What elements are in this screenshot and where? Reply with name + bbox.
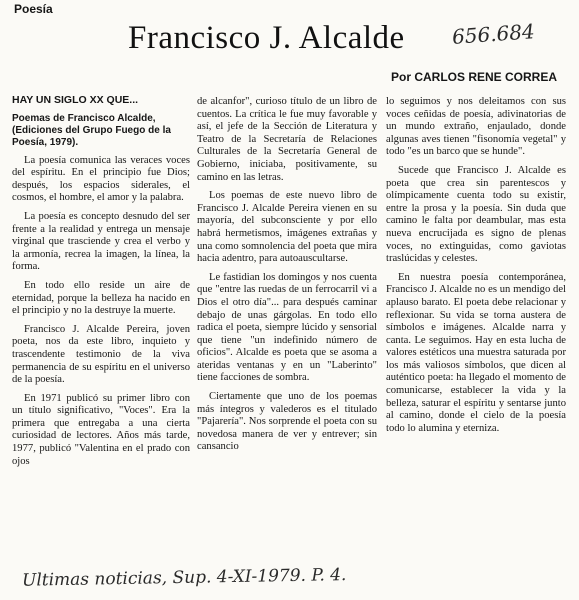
article-title: Francisco J. Alcalde	[128, 20, 405, 56]
paragraph: En todo ello reside un aire de eternidad, porque la belleza ha nacido en el principio y no la destruye la muerte.	[12, 279, 190, 317]
paragraph: En 1971 publicó su primer libro con un título significativo, "Voces". Era la primera que entregaba a una cierta curiosidad de lectores. Años más tarde, 1977, publicó "Valentina en el prado con ojos	[12, 392, 190, 467]
section-label: Poesía	[14, 2, 53, 16]
paragraph: La poesía es concepto desnudo del ser frente a la realidad y entrega un mensaje virginal que trasciende y crea el verbo y la armonía, recrea la imagen, la línea, la forma.	[12, 210, 190, 273]
paragraph: La poesía comunica las veraces voces del espíritu. En el principio fue Dios; después, los espacios siderales, el cosmos, el hombre, el amor y la palabra.	[12, 154, 190, 204]
paragraph: Ciertamente que uno de los poemas más íntegros y valederos es el titulado "Pajarería". Nos sorprende el poeta con su novedosa manera de ver y entrever; sin cansancio	[197, 391, 377, 453]
byline: Por CARLOS RENE CORREA	[390, 70, 557, 84]
column-1	[12, 94, 190, 564]
paragraph: lo seguimos y nos deleitamos con sus voces ceñidas de poesía, adivinatorias de un mundo extraño, enjaulado, donde algunas aves tienen "fisonomía vegetal" y todo "es un barco que se hunde".	[386, 96, 566, 158]
column-3	[386, 96, 566, 566]
paragraph: de alcanfor", curioso título de un libro de cuentos. La crítica le fue muy favorable y así, el jefe de la Sección de Literatura y Teatro de la Secretaría de Relaciones Culturales de la Secretaría General de Gobierno, iniciaba, positivamente, su camino en las letras.	[197, 96, 377, 183]
paragraph: En nuestra poesía contemporánea, Francisco J. Alcalde no es un mendigo del aplauso barato. El poeta debe relacionar y reflexionar. Su vida se torna austera de símbolos e imágenes. Alcalde narra y canta. Le seguimos. Hay en esta lucha de valores estéticos una muestra saturada por los más valiosos símbolos, que dicen al auténtico poeta: ha llegado el momento de comunicarse, establecer la vida y la belleza, saturar el espíritu y sentarse junto al camino, donde el cielo de la poesía todo lo alumina y eterniza.	[386, 271, 566, 434]
book-reference: Poemas de Francisco Alcalde, (Ediciones del Grupo Fuego de la Poesía, 1979).	[12, 112, 171, 148]
handwritten-source-note: Ultimas noticias, Sup. 4-XI-1979. P. 4.	[21, 565, 347, 591]
column-2	[197, 96, 377, 566]
paragraph: Le fastidian los domingos y nos cuenta que "entre las ruedas de un ferrocarril vi a Dios el otro día"... para después caminar debajo de unas gárgolas. En todo ello radica el poeta, siempre lúcido y sensorial que tiene "un indefinido número de oficios". Alcalde es poeta que se asoma a ateridas ventanas y en un "Laberinto" tiene facciones de sombra.	[197, 271, 377, 384]
paragraph: Los poemas de este nuevo libro de Francisco J. Alcalde Pereira vienen en su mayoría, del subconsciente y por ello habrá hermetismos, imágenes extrañas y una como somnolencia del poeta que mira hacia adentro, para autoauscultarse.	[197, 190, 377, 265]
paragraph: Sucede que Francisco J. Alcalde es poeta que crea sin parentescos y olímpicamente cuenta todo su existir, entre la prosa y la poesía. Sin duda que camino le falta por deambular, mas esta nueva encrucijada es signo de plenas voces, no extinguidas, como gaviotas traslúcidas y celestes.	[386, 164, 566, 265]
handwritten-reference-number: 656.684	[451, 19, 536, 49]
paragraph: Francisco J. Alcalde Pereira, joven poeta, nos da este libro, inquieto y trascendente testimonio de la viva permanencia de su espíritu en el universo de la poesía.	[12, 323, 190, 386]
subhead: HAY UN SIGLO XX QUE...	[12, 94, 139, 106]
